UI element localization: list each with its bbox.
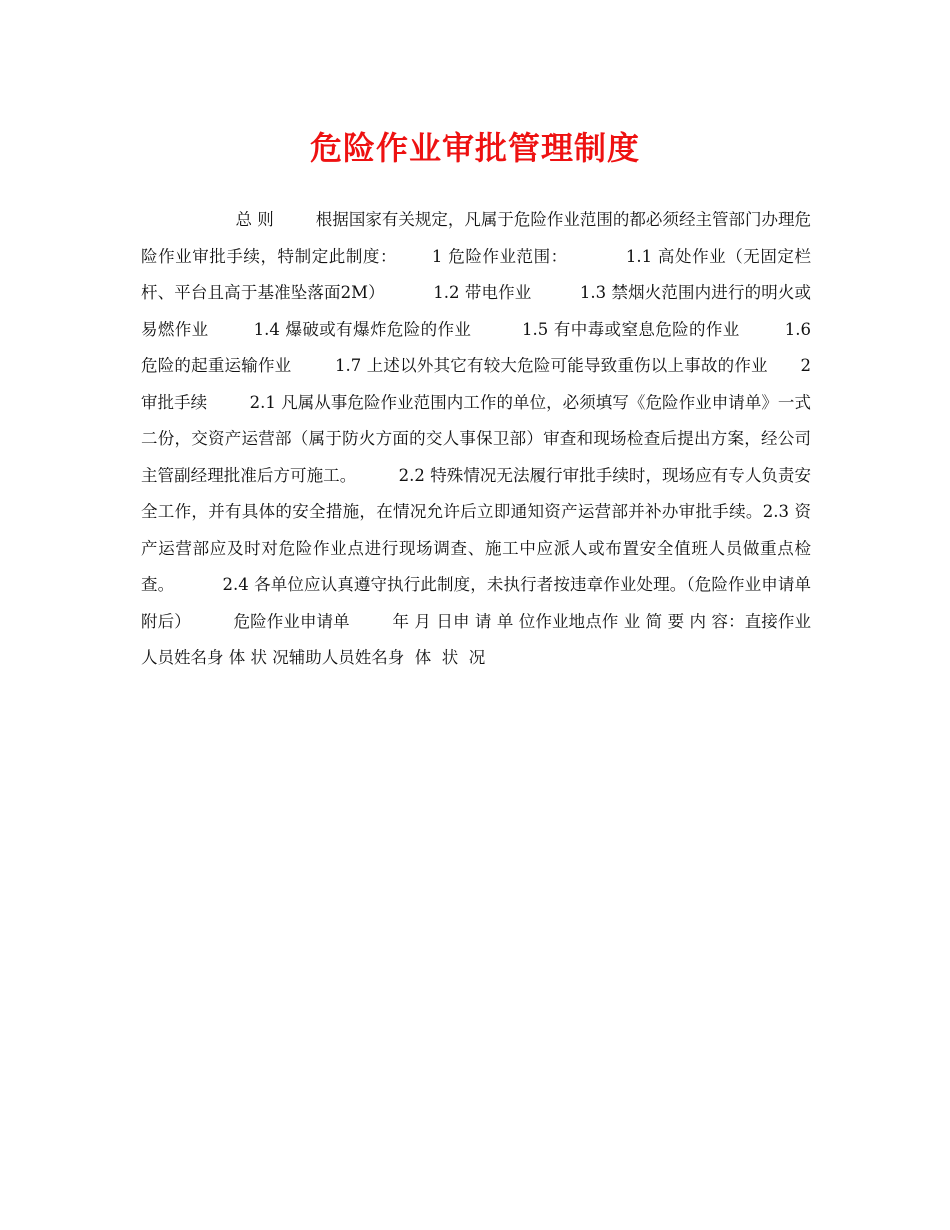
document-title: 危险作业审批管理制度 [309,129,640,167]
document-body: 总 则 根据国家有关规定，凡属于危险作业范围的都必须经主管部门办理危险作业审批手续，特制定此制度： 1 危险作业范围： 1.1 高处作业（无固定栏杆、平台且高于基准坠落面2M） 1.2 带电作业 1.3 禁烟火范围内进行的明火或易燃作业 1.4 爆破或有爆炸危险的作业 1.5 有中毒或窒息危险的作业 1.6 危险的起重运输作业 1.7 上述以外其它有较大危险可能导致重伤以上事故的作业 2 审批手续 2.1 凡属从事危险作业范围内工作的单位，必须填写《危险作业申请单》一式二份，交资产运营部（属于防火方面的交人事保卫部）审查和现场检查后提出方案，经公司主管副经理批准后方可施工。 2.2 特殊情况无法履行审批手续时，现场应有专人负责安全工作，并有具体的安全措施，在情况允许后立即通知资产运营部并补办审批手续。2.3 资产运营部应及时对危险作业点进行现场调查、施工中应派人或布置安全值班人员做重点检查。 2.4 各单位应认真遵守执行此制度，未执行者按违章作业处理。（危险作业申请单附后） 危险作业申请单 年 月 日申 请 单 位作业地点作 业 简 要 内 容：直接作业人员姓名身 体 状 况辅助人员姓名身 体 状 况 [141,210,817,667]
